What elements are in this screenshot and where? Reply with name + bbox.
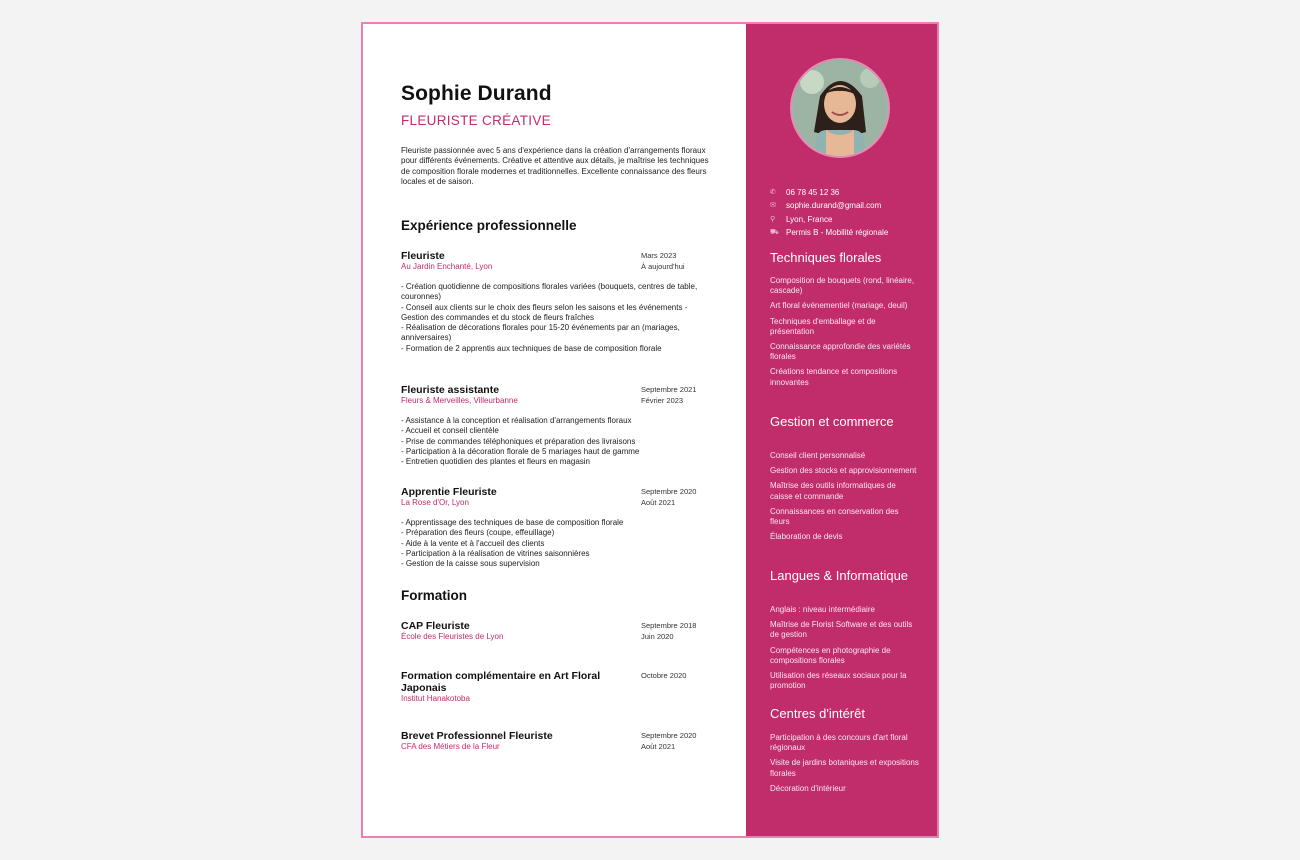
experience-title: Fleuriste bbox=[401, 250, 445, 262]
contact-license bbox=[770, 226, 888, 239]
location-icon: ⚲ bbox=[770, 215, 776, 223]
phone-text: 06 78 45 12 36 bbox=[786, 188, 840, 197]
experience-item bbox=[401, 486, 713, 569]
phone-icon: ✆ bbox=[770, 189, 776, 196]
bullet: - Prise de commandes téléphoniques et préparation des livraisons bbox=[401, 436, 636, 446]
sidebar-item: Maîtrise de Florist Software et des outils de gestion bbox=[770, 620, 913, 640]
bullet: - Formation de 2 apprentis aux techniques de base de composition florale bbox=[401, 343, 662, 353]
sidebar-item: Anglais : niveau intermédiaire bbox=[770, 605, 875, 614]
sidebar-item: Connaissances en conservation des fleurs bbox=[770, 506, 899, 527]
experience-bullets bbox=[401, 518, 713, 569]
experience-item bbox=[401, 250, 713, 354]
date-start: Septembre 2018 bbox=[641, 621, 697, 630]
experience-heading: Expérience professionnelle bbox=[401, 218, 577, 233]
experience-org: Fleurs & Merveilles, Villeurbanne bbox=[401, 396, 518, 405]
location-text: Lyon, France bbox=[786, 214, 833, 224]
education-title: Formation complémentaire en Art Floral Japonais bbox=[401, 670, 601, 694]
education-item bbox=[401, 620, 713, 642]
bullet: - Apprentissage des techniques de base de composition florale bbox=[401, 518, 624, 527]
education-org: Institut Hanakotoba bbox=[401, 694, 470, 703]
sidebar-list bbox=[770, 733, 920, 799]
sidebar-heading: Techniques florales bbox=[770, 250, 882, 265]
sidebar-item: Élaboration de devis bbox=[770, 532, 843, 542]
education-item bbox=[401, 730, 713, 752]
education-dates bbox=[641, 621, 711, 642]
bullet: - Assistance à la conception et réalisation d'arrangements floraux bbox=[401, 416, 632, 425]
sidebar-item: Techniques d'emballage et de présentation bbox=[770, 316, 876, 336]
date-end: Février 2023 bbox=[641, 395, 684, 405]
email-icon: ✉ bbox=[770, 202, 776, 210]
profile-summary: Fleuriste passionnée avec 5 ans d'expérience dans la création d'arrangements floraux pour différents événements. Créative et attentive aux détails, je maîtrise les techniques de composition florale modernes et traditionnelles. Excellente connaissance des fleurs locales et de saison. bbox=[401, 146, 709, 187]
contact-phone bbox=[770, 186, 888, 199]
education-title: Brevet Professionnel Fleuriste bbox=[401, 730, 553, 742]
date-end: Août 2021 bbox=[641, 741, 676, 751]
experience-org: Au Jardin Enchanté, Lyon bbox=[401, 262, 493, 271]
bullet: - Accueil et conseil clientèle bbox=[401, 426, 499, 436]
date-end: Juin 2020 bbox=[641, 631, 674, 641]
sidebar-item: Compétences en photographie de compositions florales bbox=[770, 645, 891, 665]
candidate-name: Sophie Durand bbox=[401, 82, 552, 105]
date-start: Mars 2023 bbox=[641, 251, 677, 260]
contact-email bbox=[770, 199, 888, 212]
experience-title: Apprentie Fleuriste bbox=[401, 486, 497, 498]
education-heading: Formation bbox=[401, 588, 467, 603]
experience-item bbox=[401, 384, 713, 467]
bullet: - Participation à la décoration florale de 5 mariages haut de gamme bbox=[401, 446, 640, 456]
bullet: - Gestion de la caisse sous supervision bbox=[401, 559, 540, 569]
sidebar-list bbox=[770, 276, 920, 393]
experience-title: Fleuriste assistante bbox=[401, 384, 500, 396]
resume-main-column bbox=[363, 24, 746, 836]
date-end: Août 2021 bbox=[641, 497, 676, 507]
date-start: Septembre 2021 bbox=[641, 385, 697, 394]
experience-bullets bbox=[401, 416, 713, 467]
sidebar-heading: Gestion et commerce bbox=[770, 414, 894, 429]
portrait-illustration bbox=[792, 60, 888, 156]
education-dates bbox=[641, 731, 711, 752]
sidebar-item: Visite de jardins botaniques et expositions florales bbox=[770, 758, 919, 778]
sidebar-item: Art floral événementiel (mariage, deuil) bbox=[770, 301, 908, 311]
sidebar-item: Conseil client personnalisé bbox=[770, 451, 866, 460]
bullet: - Préparation des fleurs (coupe, effeuillage) bbox=[401, 528, 555, 538]
bullet: - Création quotidienne de compositions florales variées (bouquets, centres de table, couronnes) bbox=[401, 282, 698, 302]
education-title: CAP Fleuriste bbox=[401, 620, 470, 632]
date-start: Octobre 2020 bbox=[641, 671, 687, 680]
education-item bbox=[401, 670, 713, 704]
email-text: sophie.durand@gmail.com bbox=[786, 201, 882, 211]
sidebar-item: Gestion des stocks et approvisionnement bbox=[770, 466, 917, 476]
experience-dates bbox=[641, 487, 711, 508]
contact-location bbox=[770, 213, 888, 226]
bullet: - Entretien quotidien des plantes et fleurs en magasin bbox=[401, 457, 591, 467]
bullet: - Réalisation de décorations florales pour 15-20 événements par an (mariages, anniversaires) bbox=[401, 323, 680, 343]
date-start: Septembre 2020 bbox=[641, 731, 697, 740]
sidebar-list bbox=[770, 451, 920, 547]
experience-dates bbox=[641, 385, 711, 406]
sidebar-list bbox=[770, 605, 920, 696]
sidebar-item: Décoration d'intérieur bbox=[770, 783, 846, 793]
sidebar-item: Composition de bouquets (rond, linéaire, cascade) bbox=[770, 276, 915, 296]
bullet: - Aide à la vente et à l'accueil des clients bbox=[401, 538, 545, 548]
bullet: - Conseil aux clients sur le choix des fleurs selon les saisons et les événements - Gestion des commandes et du stock de fleurs fraîches bbox=[401, 302, 688, 322]
experience-dates bbox=[641, 251, 711, 272]
experience-org: La Rose d'Or, Lyon bbox=[401, 498, 469, 507]
sidebar-item: Utilisation des réseaux sociaux pour la promotion bbox=[770, 671, 907, 691]
car-icon: ⛟ bbox=[770, 229, 779, 237]
date-start: Septembre 2020 bbox=[641, 487, 697, 496]
sidebar-heading: Centres d'intérêt bbox=[770, 706, 865, 721]
license-text: Permis B - Mobilité régionale bbox=[786, 228, 889, 238]
education-dates bbox=[641, 671, 711, 682]
resume-sidebar bbox=[746, 24, 937, 836]
experience-bullets bbox=[401, 282, 713, 354]
bullet: - Participation à la réalisation de vitrines saisonnières bbox=[401, 548, 590, 558]
resume-page bbox=[361, 22, 939, 838]
education-org: École des Fleuristes de Lyon bbox=[401, 632, 504, 641]
sidebar-heading: Langues & Informatique bbox=[770, 568, 909, 583]
profile-photo bbox=[790, 58, 890, 158]
candidate-title: FLEURISTE CRÉATIVE bbox=[401, 113, 551, 128]
sidebar-item: Maîtrise des outils informatiques de caisse et commande bbox=[770, 481, 896, 501]
date-end: À aujourd'hui bbox=[641, 261, 685, 271]
sidebar-item: Connaissance approfondie des variétés florales bbox=[770, 342, 911, 362]
sidebar-item: Créations tendance et compositions innovantes bbox=[770, 367, 898, 387]
sidebar-item: Participation à des concours d'art floral régionaux bbox=[770, 733, 908, 753]
education-org: CFA des Métiers de la Fleur bbox=[401, 742, 500, 751]
contact-list bbox=[770, 186, 888, 240]
